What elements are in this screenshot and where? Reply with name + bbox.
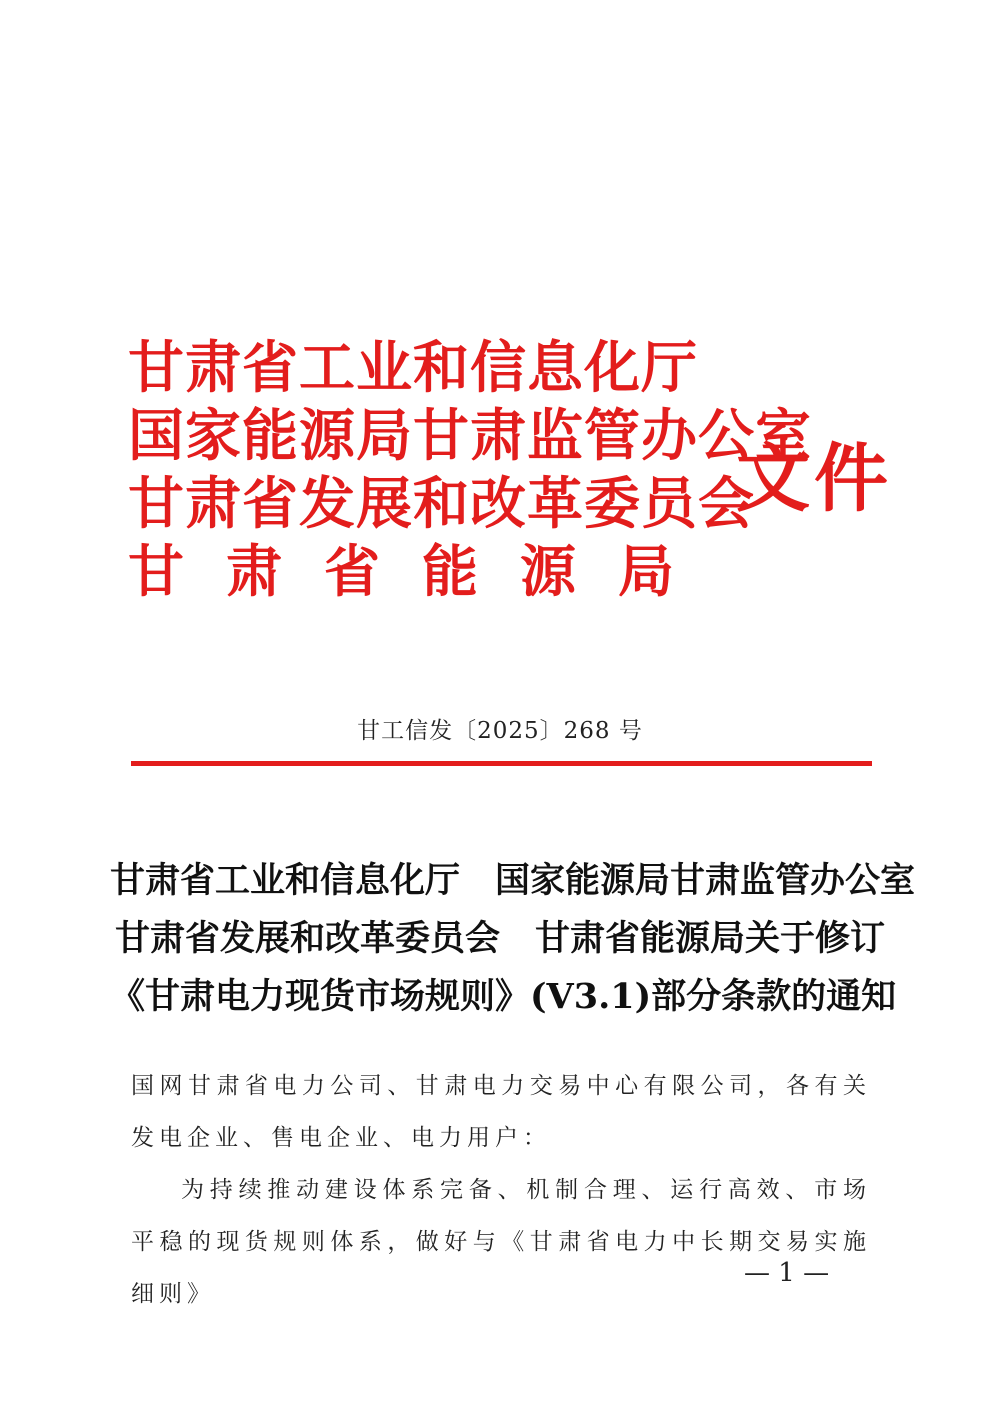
document-type-word: 文件 [736,436,892,522]
page-number: — 1 — [744,1258,830,1288]
body-paragraph: 为持续推动建设体系完备、机制合理、运行高效、市场平稳的现货规则体系，做好与《甘肃省电力中长期交易实施细则》 [131,1177,871,1307]
notice-title [110,852,916,1026]
title-line-3: 《甘肃电力现货市场规则》(V3.1)部分条款的通知 [110,976,897,1017]
issuer-3: 甘肃省发展和改革委员会 [128,471,755,537]
title-line-2: 甘肃省发展和改革委员会 甘肃省能源局关于修订 [114,918,885,959]
title-line-1: 甘肃省工业和信息化厅 国家能源局甘肃监管办公室 [110,860,916,901]
issuer-4: 甘肃省能源局 [128,539,716,605]
issuing-authorities [128,334,812,606]
recipients-paragraph: 国网甘肃省电力公司、甘肃电力交易中心有限公司，各有关发电企业、售电企业、电力用户： [131,1073,871,1151]
issuer-1: 甘肃省工业和信息化厅 [128,335,698,401]
document-number: 甘工信发〔2025〕268 号 [357,718,643,744]
issuer-2: 国家能源局甘肃监管办公室 [128,403,812,469]
red-divider [131,761,872,766]
